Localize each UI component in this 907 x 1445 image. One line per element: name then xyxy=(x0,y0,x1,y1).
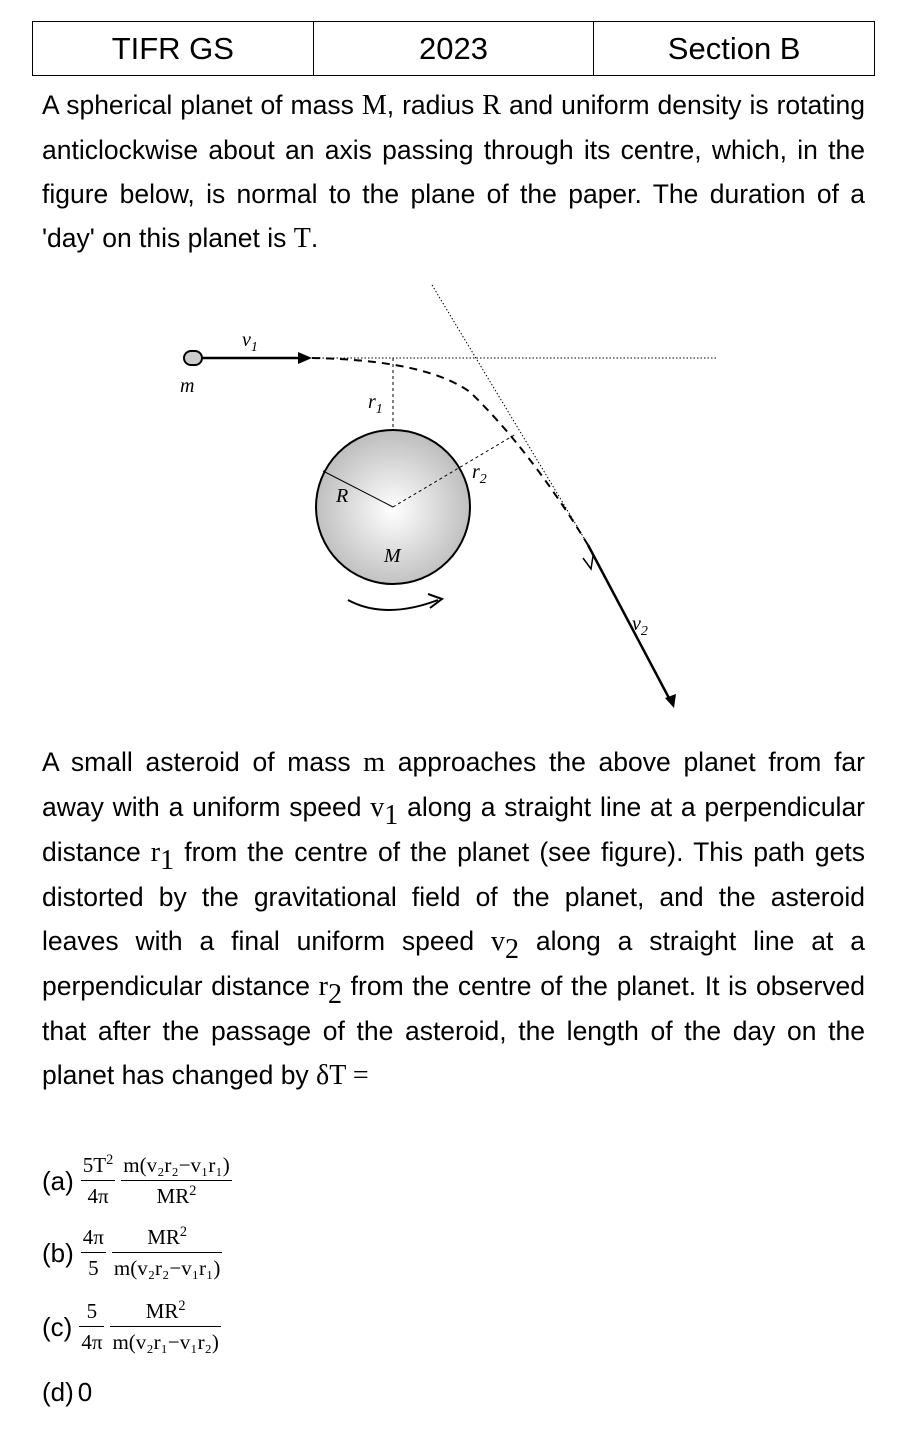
option-d-label: (d) xyxy=(42,1377,74,1407)
option-c-fraction-2: $\frac{MR^2}{\text{m(v₂r₁−v₁r₂)}}$ xyxy=(112,1298,219,1354)
option-b[interactable] xyxy=(42,1224,225,1280)
planet-figure xyxy=(170,280,730,720)
outgoing-velocity-arrow xyxy=(588,545,670,700)
header-table xyxy=(32,21,875,76)
header-section: Section B xyxy=(594,22,875,76)
option-c-label: (c) xyxy=(42,1311,73,1342)
option-b-label: (b) xyxy=(42,1237,74,1268)
option-a-fraction-2: $\frac{\text{m(v₂r₂−v₁r₁)}}{MR^2}$ xyxy=(123,1153,230,1208)
incoming-arrow-head xyxy=(298,352,312,364)
label-v1: $v_1$ xyxy=(242,329,258,355)
label-M: M xyxy=(384,545,401,567)
option-d-text: 0 xyxy=(77,1377,93,1407)
label-r2: $r_2$ xyxy=(472,461,487,487)
label-r1: $r_1$ xyxy=(368,391,383,417)
outgoing-mid-arrow-head xyxy=(583,556,593,569)
rotation-arrow xyxy=(348,600,438,610)
header-exam: TIFR GS xyxy=(33,22,314,76)
header-year: 2023 xyxy=(313,22,594,76)
option-b-fraction-1: $\frac{4\pi}{5}$ xyxy=(82,1225,104,1280)
intro-paragraph: A spherical planet of mass M, radius R and uniform density is rotating anticlockwise about an axis passing through its centre, which, in the figure below, is normal to the plane of the paper. The duration of a 'day' on this planet is T. xyxy=(42,90,865,254)
problem-paragraph: A small asteroid of mass m approaches the above planet from far away with a uniform speed $v_1$ along a straight line at a perpendicular distance $r_1$ from the centre of the planet (see figure). This path gets distorted by the gravitational field of the planet, and the asteroid leaves with a final uniform speed $v_2$ along a straight line at a perpendicular distance $r_2$ from the centre of the planet. It is observed that after the passage of the asteroid, the length of the day on the planet has changed by δT = xyxy=(42,747,866,1091)
label-R: R xyxy=(336,485,349,507)
label-v2: $v_2$ xyxy=(632,613,648,639)
option-c-fraction-1: $\frac{5}{4\pi}$ xyxy=(81,1299,103,1354)
asteroid-shape xyxy=(184,351,202,365)
option-a-label: (a) xyxy=(42,1165,74,1196)
label-m: m xyxy=(180,375,195,397)
option-d[interactable] xyxy=(42,1377,92,1408)
option-a[interactable] xyxy=(42,1152,235,1208)
option-a-fraction-1: $\frac{5T^2}{4\pi}$ xyxy=(82,1152,114,1208)
figure-svg xyxy=(170,280,730,720)
option-c[interactable] xyxy=(42,1298,224,1354)
option-b-fraction-2: $\frac{MR^2}{\text{m(v₂r₂−v₁r₁)}}$ xyxy=(113,1224,221,1280)
